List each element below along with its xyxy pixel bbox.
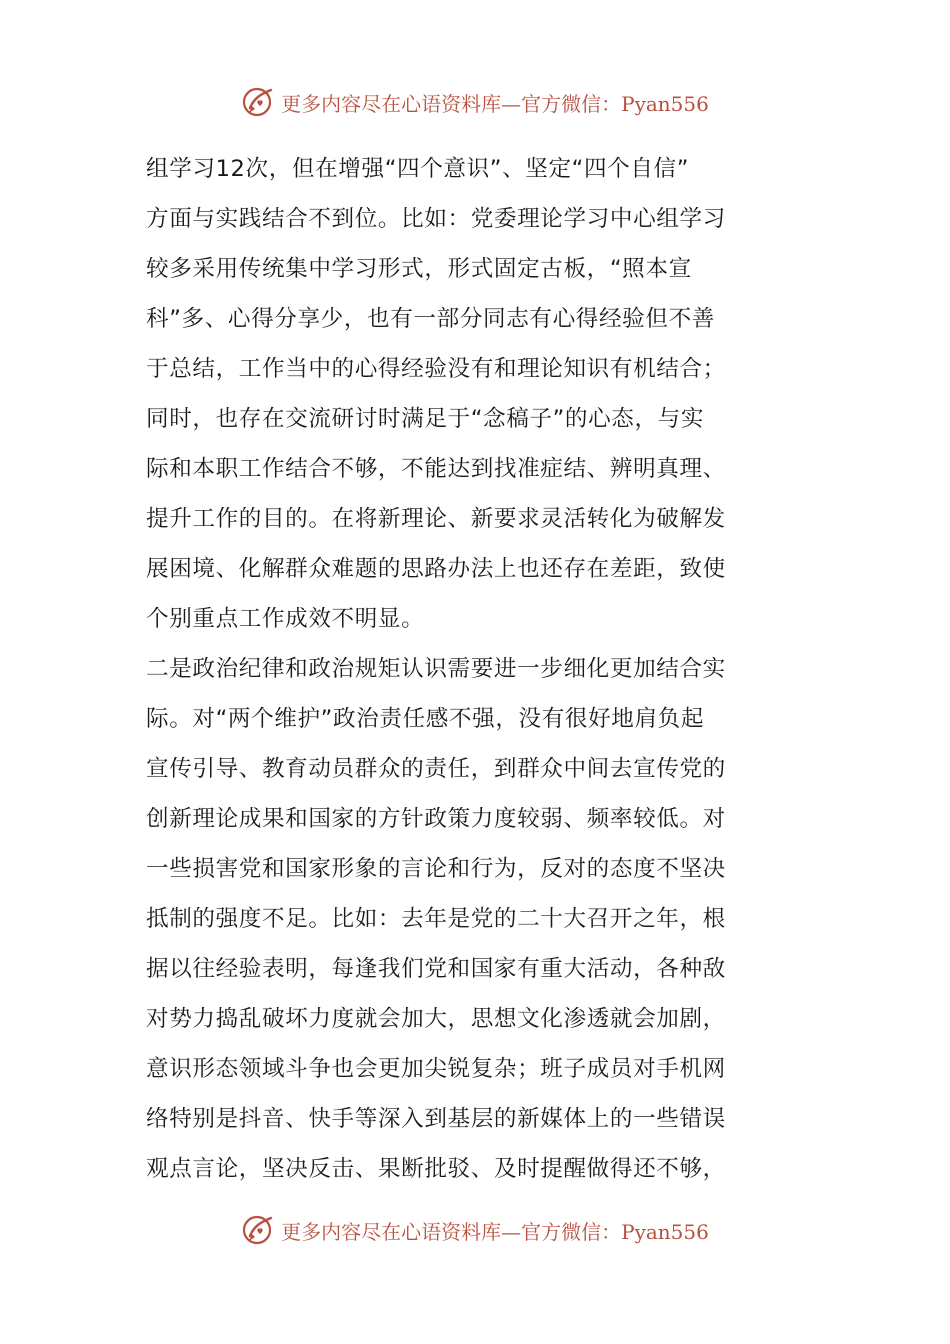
text-line: 际和本职工作结合不够，不能达到找准症结、辨明真理、 [146,456,726,482]
pen-heart-logo-icon [241,1212,277,1248]
text-line: 据以往经验表明，每逢我们党和国家有重大活动，各种敌 [146,956,726,982]
footer-watermark [0,1210,950,1250]
text-line: 展困境、化解群众难题的思路办法上也还存在差距，致使 [146,556,726,582]
text-line: 组学习12次，但在增强“四个意识”、坚定“四个自信” [146,156,690,182]
text-line: 宣传引导、教育动员群众的责任，到群众中间去宣传党的 [146,756,726,782]
text-line: 对势力捣乱破坏力度就会加大，思想文化渗透就会加剧， [146,1006,726,1032]
text-line: 络特别是抖音、快手等深入到基层的新媒体上的一些错误 [146,1106,726,1132]
header-watermark [0,82,950,122]
text-line: 较多采用传统集中学习形式，形式固定古板，“照本宣 [146,256,692,282]
pen-heart-logo-icon [241,84,277,120]
text-line: 观点言论，坚决反击、果断批驳、及时提醒做得还不够， [146,1156,726,1182]
text-line: 同时，也存在交流研讨时满足于“念稿子”的心态，与实 [146,406,705,432]
header-watermark-text: 更多内容尽在心语资料库—官方微信：Pyan556 [281,91,709,116]
document-body [146,144,806,1194]
text-line: 二是政治纪律和政治规矩认识需要进一步细化更加结合实 [146,656,726,682]
text-line: 抵制的强度不足。比如：去年是党的二十大召开之年，根 [146,906,726,932]
text-line: 提升工作的目的。在将新理论、新要求灵活转化为破解发 [146,506,726,532]
text-line: 于总结，工作当中的心得经验没有和理论知识有机结合； [146,356,726,382]
text-line: 一些损害党和国家形象的言论和行为，反对的态度不坚决 [146,856,726,882]
text-line: 个别重点工作成效不明显。 [146,606,425,632]
text-line: 意识形态领域斗争也会更加尖锐复杂；班子成员对手机网 [146,1056,726,1082]
text-line: 际。对“两个维护”政治责任感不强，没有很好地肩负起 [146,706,705,732]
text-line: 创新理论成果和国家的方针政策力度较弱、频率较低。对 [146,806,726,832]
text-line: 科”多、心得分享少，也有一部分同志有心得经验但不善 [146,306,715,332]
footer-watermark-text: 更多内容尽在心语资料库—官方微信：Pyan556 [281,1219,709,1244]
text-line: 方面与实践结合不到位。比如：党委理论学习中心组学习 [146,206,726,232]
